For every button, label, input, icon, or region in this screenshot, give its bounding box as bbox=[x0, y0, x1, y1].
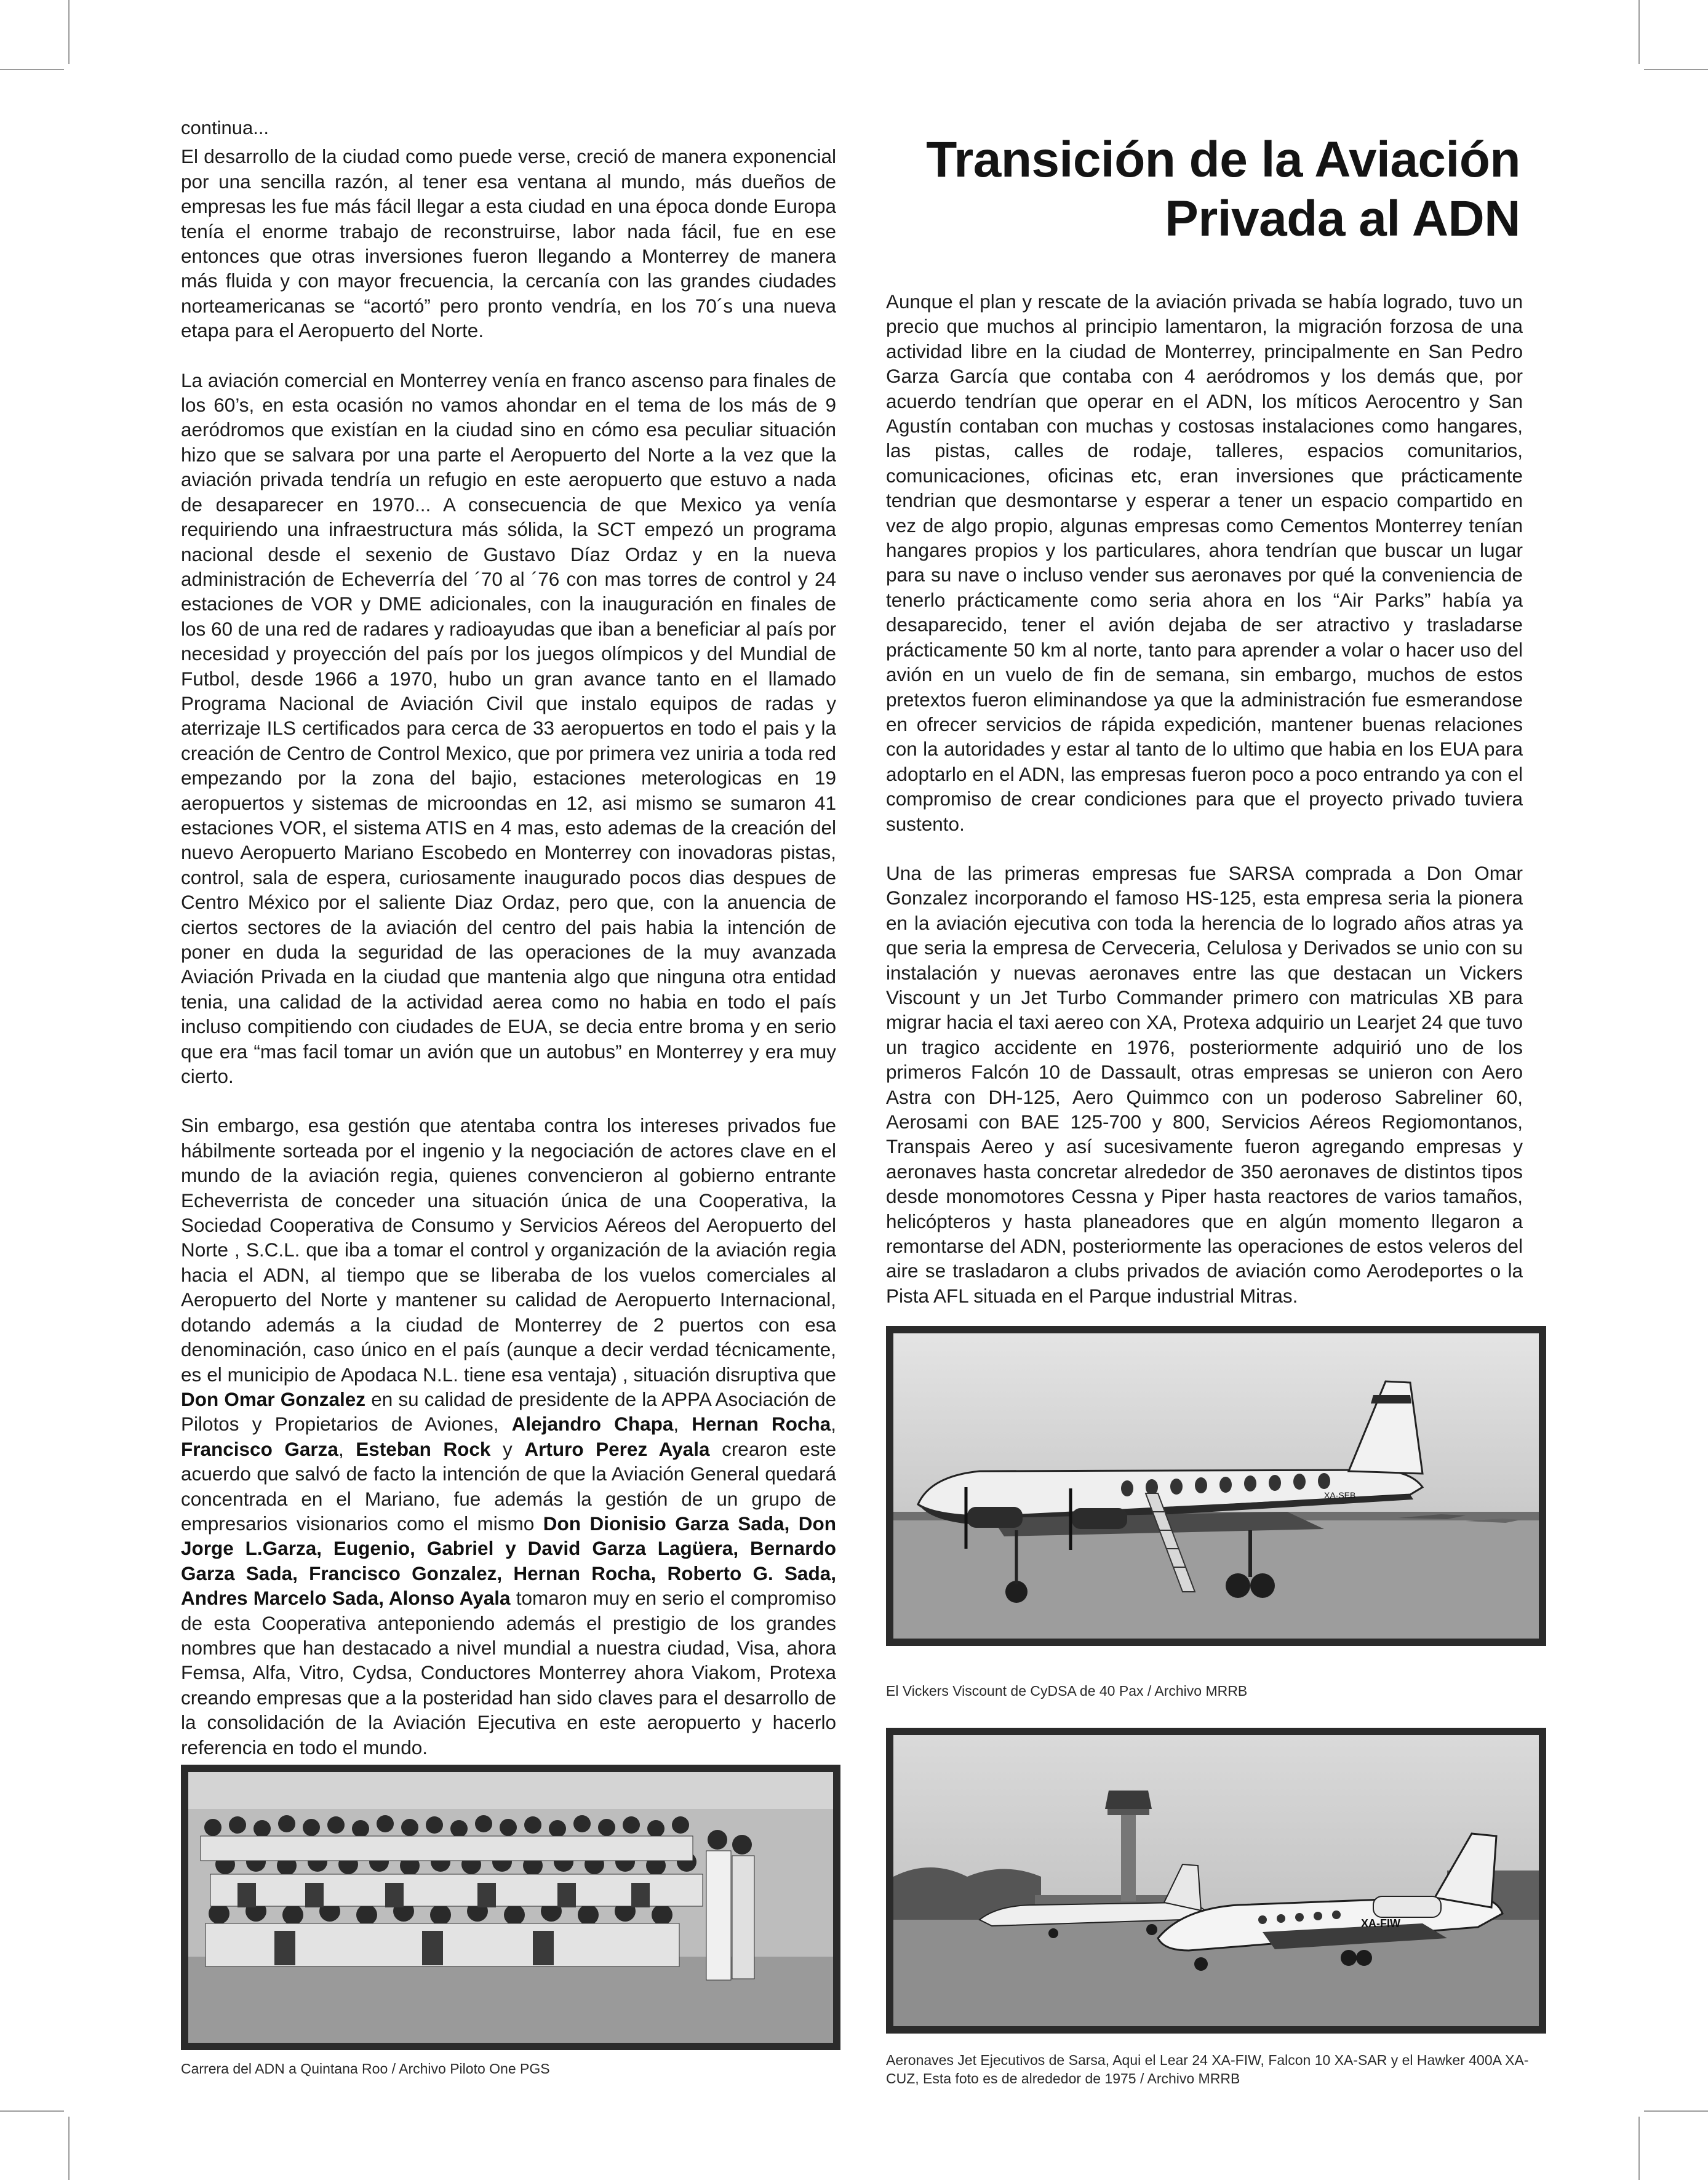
crop-mark-bottom-left-v bbox=[68, 2117, 70, 2180]
jets-registration: XA-FIW bbox=[1361, 1917, 1400, 1930]
name-esteban-rock: Esteban Rock bbox=[356, 1437, 491, 1460]
left-paragraph-1: El desarrollo de la ciudad como puede verse, creció de manera exponencial por una sencilla razón, al tener esa ventana al mundo, más dueños de empresas les fue más fácil llegar a esta ciudad en una época donde Europa tenía el enorme trabajo de reconstruirse, labor nada fácil, fue en ese entonces que otras inversiones fueron llegando a Monterrey de manera más fluida y con mayor frecuencia, la cercanía con las grandes ciudades norteamericanas se “acortó” pero pronto vendría, en los 70´s una nueva etapa para el Aeropuerto del Norte. bbox=[181, 145, 836, 342]
crop-mark-bottom-right-h bbox=[1644, 2110, 1708, 2112]
viscount-caption: El Vickers Viscount de CyDSA de 40 Pax / Archivo MRRB bbox=[886, 1683, 1248, 1699]
crop-mark-bottom-left-h bbox=[0, 2110, 64, 2112]
crop-mark-top-left-h bbox=[0, 69, 64, 70]
name-francisco-garza: Francisco Garza bbox=[181, 1437, 338, 1460]
jets-illustration bbox=[893, 1735, 1539, 2026]
crop-mark-top-right-v bbox=[1638, 0, 1640, 64]
viscount-photo bbox=[886, 1326, 1546, 1646]
name-alejandro-chapa: Alejandro Chapa bbox=[511, 1413, 674, 1435]
right-text-column bbox=[886, 289, 1523, 1333]
left-paragraph-3 bbox=[181, 1113, 836, 1760]
continua-label: continua... bbox=[181, 117, 269, 138]
name-hernan-rocha: Hernan Rocha bbox=[692, 1413, 831, 1435]
group-photo bbox=[181, 1765, 840, 2050]
group-caption: Carrera del ADN a Quintana Roo / Archivo Piloto One PGS bbox=[181, 2061, 550, 2077]
article-title: Transición de la Aviación Privada al ADN bbox=[926, 132, 1520, 247]
names-empresarios: Don Dionisio Garza Sada, Don Jorge L.Garza, Eugenio, Gabriel y David Garza Lagüera, Bernardo Garza Sada, Francisco Gonzalez, Hernan Rocha, Roberto G. Sada, Andres Marcelo Sada, Alonso Ayala bbox=[181, 1512, 836, 1610]
name-arturo-perez-ayala: Arturo Perez Ayala bbox=[524, 1437, 710, 1460]
jets-caption: Aeronaves Jet Ejecutivos de Sarsa, Aqui el Lear 24 XA-FIW, Falcon 10 XA-SAR y el Hawker 400A XA-CUZ, Esta foto es de alrededor de 1975 / Archivo MRRB bbox=[886, 2052, 1529, 2086]
separator: y bbox=[503, 1437, 513, 1460]
p3-text-a: Sin embargo, esa gestión que atentaba contra los intereses privados fue hábilmente sorteada por el ingenio y la negociación de actores clave en el mundo de la aviación regia, quienes convencieron al gobierno entrante Echeverrista de conceder una situación única de una Cooperativa, la Sociedad Cooperativa de Consumo y Servicios Aéreos del Aeropuerto del Norte , S.C.L. que iba a tomar el control y organización de la aviación regia hacia el ADN, al tiempo que se liberaba de los vuelos comerciales al Aeropuerto del Norte y mantener su calidad de Aeropuerto Internacional, dotando además a la ciudad de Monterrey de 2 puertos con esa denominación, caso único en el país (aunque a decir verdad técnicamente, es el municipio de Apodaca N.L. tiene esa ventaja) , situación disruptiva que bbox=[181, 1114, 836, 1386]
group-illustration bbox=[188, 1772, 833, 2043]
separator: , bbox=[831, 1413, 836, 1435]
left-paragraph-2: La aviación comercial en Monterrey venía en franco ascenso para finales de los 60’s, en esta ocasión no vamos ahondar en el tema de los más de 9 aeródromos que existían en la ciudad sino en cómo esa peculiar situación hizo que se salvara por una parte el Aeropuerto del Norte a la vez que la aviación privada tendría un refugio en este aeropuerto que estuvo a nada de desaparecer en 1970... A consecuencia de que Mexico ya venía requiriendo una infraestructura más sólida, la SCT empezó un programa nacional desde el sexenio de Gustavo Díaz Ordaz y en la nueva administración de Echeverría del ´70 al ´76 con mas torres de control y 24 estaciones de VOR y DME adicionales, con la inauguración en finales de los 60 de una red de radares y radioayudas que iban a beneficiar al país por necesidad y proyección del país por los juegos olímpicos y del Mundial de Futbol, desde 1966 a 1970, hubo un gran avance tanto en el llamado Programa Nacional de Aviación Civil que instalo equipos de radas y aterrizaje ILS certificados para cerca de 33 aeropuertos en todo el pais y la creación de Centro de Control Mexico, que por primera vez uniria a toda red empezando por la zona del bajio, estaciones meterologicas en 19 aeropuertos y sistemas de microondas en 12, asi mismo se sumaron 41 estaciones VOR, el sistema ATIS en 4 mas, esto ademas de la creación del nuevo Aeropuerto Mariano Escobedo en Monterrey con inovadoras pistas, control, sala de espera, curiosamente inaugurado pocos dias despues de Centro México por el saliente Diaz Ordaz, pero que, con la anuencia de ciertos sectores de la aviación del centro del pais habia la intención de poner en duda la seguridad de las operaciones de la muy avanzada Aviación Privada en la ciudad que mantenia algo que ninguna otra entidad tenia, una calidad de la actividad aerea como no habia en todo el país incluso compitiendo con ciudades de EUA, se decia entre broma y en serio que era “mas facil tomar un avión que un autobus” en Monterrey y era muy cierto. bbox=[181, 369, 836, 1088]
p3-text-d: tomaron muy en serio el compromiso de esta Cooperativa anteponiendo además el prestigio de los grandes nombres que han destacado a nivel mundial a nuestra ciudad, Visa, ahora Femsa, Alfa, Vitro, Cydsa, Conductores Monterrey ahora Viakom, Protexa creando empresas que a la posteridad han sido claves para el desarrollo de la consolidación de la Aviación Ejecutiva en este aeropuerto y hacerlo referencia en todo el mundo. bbox=[181, 1587, 836, 1759]
p3-text-c: crearon este acuerdo que salvó de facto la intención de que la Aviación General quedará concentrada en el Mariano, fue además la gestión de un grupo de empresarios visionarios como el mismo bbox=[181, 1437, 836, 1535]
crop-mark-top-right-h bbox=[1644, 69, 1708, 70]
separator: , bbox=[673, 1413, 679, 1435]
right-paragraph-1: Aunque el plan y rescate de la aviación privada se había logrado, tuvo un precio que muchos al principio lamentaron, la migración forzosa de una actividad libre en la ciudad de Monterrey, principalmente en San Pedro Garza García que contaba con 4 aeródromos y los demás que, por acuerdo tendrían que operar en el ADN, los míticos Aerocentro y San Agustín contaban con muchas y costosas instalaciones como hangares, las pistas, calles de rodaje, talleres, espacios comunitarios, comunicaciones, oficinas etc, eran inversiones que prácticamente tendrian que desmontarse y esperar a tener un espacio compartido en vez de algo propio, algunas empresas como Cementos Monterrey tenían hangares propios y los particulares, ahora tendrían que buscar un lugar para su nave o incluso vender sus aeronaves por qué la conveniencia de tenerlo prácticamente como seria ahora en los “Air Parks” había ya desaparecido, tener el avión dejaba de ser atractivo y trasladarse prácticamente 50 km al norte, tanto para aprender a volar o hacer uso del avión en un vuelo de fin de semana, sin embargo, muchos de estos pretextos fueron eliminandose ya que la administración fue esmerandose en ofrecer servicios de rápida expedición, mantener buenas relaciones con la autoridades y estar al tanto de lo ultimo que habia en los EUA para adoptarlo en el ADN, las empresas fueron poco a poco entrando ya con el compromiso de crear condiciones para que el proyecto privado tuviera sustento. bbox=[886, 290, 1523, 835]
crop-mark-top-left-v bbox=[68, 0, 70, 64]
p3-text-b: en su calidad de presidente de la APPA Asociación de Pilotos y Propietarios de Aviones, bbox=[181, 1387, 836, 1435]
jets-photo bbox=[886, 1728, 1546, 2034]
crop-mark-bottom-right-v bbox=[1638, 2117, 1640, 2180]
separator: , bbox=[338, 1437, 344, 1460]
viscount-illustration bbox=[893, 1333, 1539, 1639]
right-paragraph-2: Una de las primeras empresas fue SARSA comprada a Don Omar Gonzalez incorporando el famoso HS-125, esta empresa seria la pionera en la aviación ejecutiva con toda la herencia de lo logrado años atras ya que seria la empresa de Cerveceria, Celulosa y Derivados se unio con su instalación y nuevas aeronaves entre las que destacan un Vickers Viscount y un Jet Turbo Commander primero con matriculas XB para migrar hacia el taxi aereo con XA, Protexa adquirio un Learjet 24 que tuvo un tragico accidente en 1976, posteriormente adquirió uno de los primeros Falcón 10 de Dassault, otras empresas se unieron con Aero Astra con DH-125, Aero Quimmco con un poderoso Sabreliner 60, Aerosami con BAE 125-700 y 800, Servicios Aéreos Regiomontanos, Transpais Aereo y así sucesivamente fueron agregando empresas y aeronaves hasta concretar alrededor de 350 aeronaves de distintos tipos desde monomotores Cessna y Piper hasta reactores de varios tamaños, helicópteros y hasta planeadores que en algún momento llegaron a remontarse del ADN, posteriormente las operaciones de estos veleros del aire se trasladaron a clubs privados de aviación como Aerodeportes o la Pista AFL situada en el Parque industrial Mitras. bbox=[886, 861, 1523, 1307]
viscount-registration: XA-SEB bbox=[1324, 1490, 1356, 1500]
left-text-column bbox=[181, 116, 836, 1784]
name-omar-gonzalez: Don Omar Gonzalez bbox=[181, 1387, 366, 1410]
